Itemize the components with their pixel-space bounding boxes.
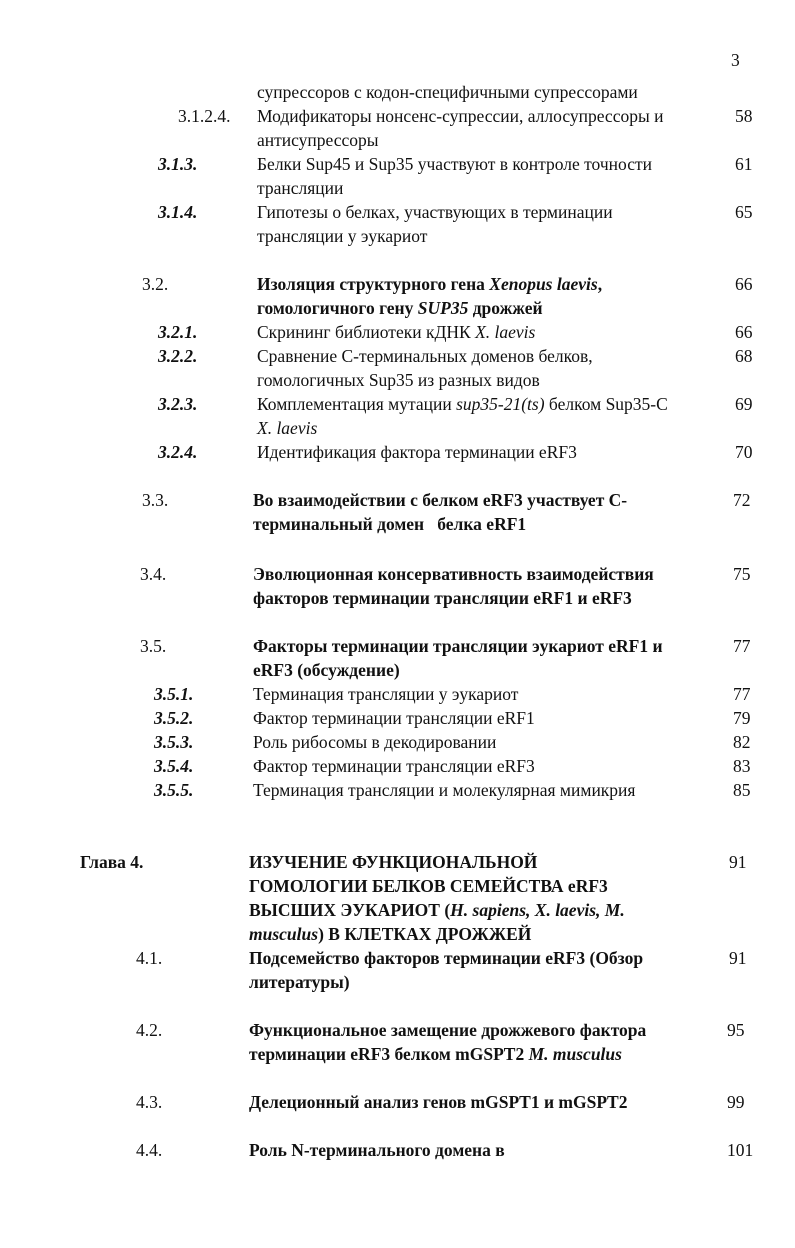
toc-entry-page: 68: [735, 346, 753, 366]
toc-entry-page: 77: [733, 684, 751, 704]
toc-entry-number: 3.5.2.: [154, 708, 194, 728]
toc-entry-number: 3.1.4.: [158, 202, 198, 222]
toc-entry-page: 91: [729, 948, 747, 968]
toc-entry-number: 3.5.: [140, 636, 167, 656]
page-number: 3: [731, 50, 740, 70]
toc-entry-title: Терминация трансляции у эукариот: [253, 684, 519, 704]
toc-entry-page: 79: [733, 708, 751, 728]
toc-entry-page: 82: [733, 732, 751, 752]
toc-entry-number: 4.1.: [136, 948, 163, 968]
toc-entry-number: 3.1.3.: [158, 154, 198, 174]
toc-entry-page: 69: [735, 394, 753, 414]
toc-entry-page: 101: [727, 1140, 754, 1160]
toc-entry-number: Глава 4.: [80, 852, 144, 872]
toc-entry-title: Терминация трансляции и молекулярная мимикрия: [253, 780, 636, 800]
toc-entry-page: 70: [735, 442, 753, 462]
toc-entry-title: Функциональное замещение дрожжевого фактора терминации eRF3 белком mGSPT2 M. musculus: [249, 1020, 647, 1064]
toc-entry-title: Эволюционная консервативность взаимодействия факторов терминации трансляции eRF1 и eRF3: [253, 564, 654, 608]
toc-entry-title: Фактор терминации трансляции eRF3: [253, 756, 535, 776]
toc-entry-number: 3.5.5.: [154, 780, 194, 800]
toc-entry-title: Сравнение С-терминальных доменов белков, гомологичных Sup35 из разных видов: [257, 346, 593, 390]
toc-entry-title: ИЗУЧЕНИЕ ФУНКЦИОНАЛЬНОЙ ГОМОЛОГИИ БЕЛКОВ СЕМЕЙСТВА eRF3 ВЫСШИХ ЭУКАРИОТ (H. sapiens, X. laevis, M. musculus) В КЛЕТКАХ ДРОЖЖЕЙ: [249, 852, 625, 944]
toc-entry-number: 3.2.4.: [158, 442, 198, 462]
toc-entry-number: 3.1.2.4.: [178, 106, 231, 126]
toc-entry-title: Делеционный анализ генов mGSPT1 и mGSPT2: [249, 1092, 628, 1112]
toc-entry-title: Подсемейство факторов терминации eRF3 (Обзор литературы): [249, 948, 644, 992]
toc-entry-number: 3.2.2.: [158, 346, 198, 366]
toc-entry-page: 95: [727, 1020, 745, 1040]
toc-entry-number: 3.5.1.: [154, 684, 194, 704]
toc-entry-page: 66: [735, 274, 753, 294]
toc-entry-title: Комплементация мутации sup35-21(ts) белком Sup35-C X. laevis: [257, 394, 668, 438]
toc-entry-title: Скрининг библиотеки кДНК X. laevis: [257, 322, 536, 342]
toc-entry-page: 75: [733, 564, 751, 584]
toc-entry-title: Гипотезы о белках, участвующих в терминации трансляции у эукариот: [257, 202, 613, 246]
toc-entry-number: 4.4.: [136, 1140, 163, 1160]
toc-entry-page: 91: [729, 852, 747, 872]
toc-entry-number: 4.3.: [136, 1092, 163, 1112]
toc-entry-title: Во взаимодействии с белком eRF3 участвует С- терминальный домен белка eRF1: [253, 490, 628, 534]
toc-entry-number: 4.2.: [136, 1020, 163, 1040]
toc-entry-title: Модификаторы нонсенс-супрессии, аллосупрессоры и антисупрессоры: [257, 106, 664, 150]
toc-entry-title: Роль N-терминального домена в: [249, 1140, 505, 1160]
toc-entry-page: 99: [727, 1092, 745, 1112]
toc-entry-number: 3.2.: [142, 274, 169, 294]
toc-entry-number: 3.2.3.: [158, 394, 198, 414]
toc-entry-page: 65: [735, 202, 753, 222]
toc-entry-number: 3.5.4.: [154, 756, 194, 776]
toc-entry-title: Белки Sup45 и Sup35 участвуют в контроле точности трансляции: [257, 154, 652, 198]
toc-entry-page: 66: [735, 322, 753, 342]
toc-entry-page: 85: [733, 780, 751, 800]
toc-entry-page: 61: [735, 154, 753, 174]
toc-entry-title: Факторы терминации трансляции эукариот eRF1 и eRF3 (обсуждение): [253, 636, 663, 680]
toc-entry-number: 3.4.: [140, 564, 167, 584]
toc-entry-title: Идентификация фактора терминации eRF3: [257, 442, 577, 462]
toc-entry-title: Изоляция структурного гена Xenopus laevis, гомологичного гену SUP35 дрожжей: [257, 274, 603, 318]
toc-entry-title: супрессоров с кодон-специфичными супрессорами: [257, 82, 638, 102]
toc-entry-page: 72: [733, 490, 751, 510]
toc-entry-number: 3.5.3.: [154, 732, 194, 752]
toc-entry-page: 83: [733, 756, 751, 776]
toc-entry-page: 77: [733, 636, 751, 656]
toc-entry-number: 3.3.: [142, 490, 169, 510]
toc-entry-title: Роль рибосомы в декодировании: [253, 732, 497, 752]
toc-entry-page: 58: [735, 106, 753, 126]
toc-entry-title: Фактор терминации трансляции eRF1: [253, 708, 535, 728]
toc-entry-number: 3.2.1.: [158, 322, 198, 342]
